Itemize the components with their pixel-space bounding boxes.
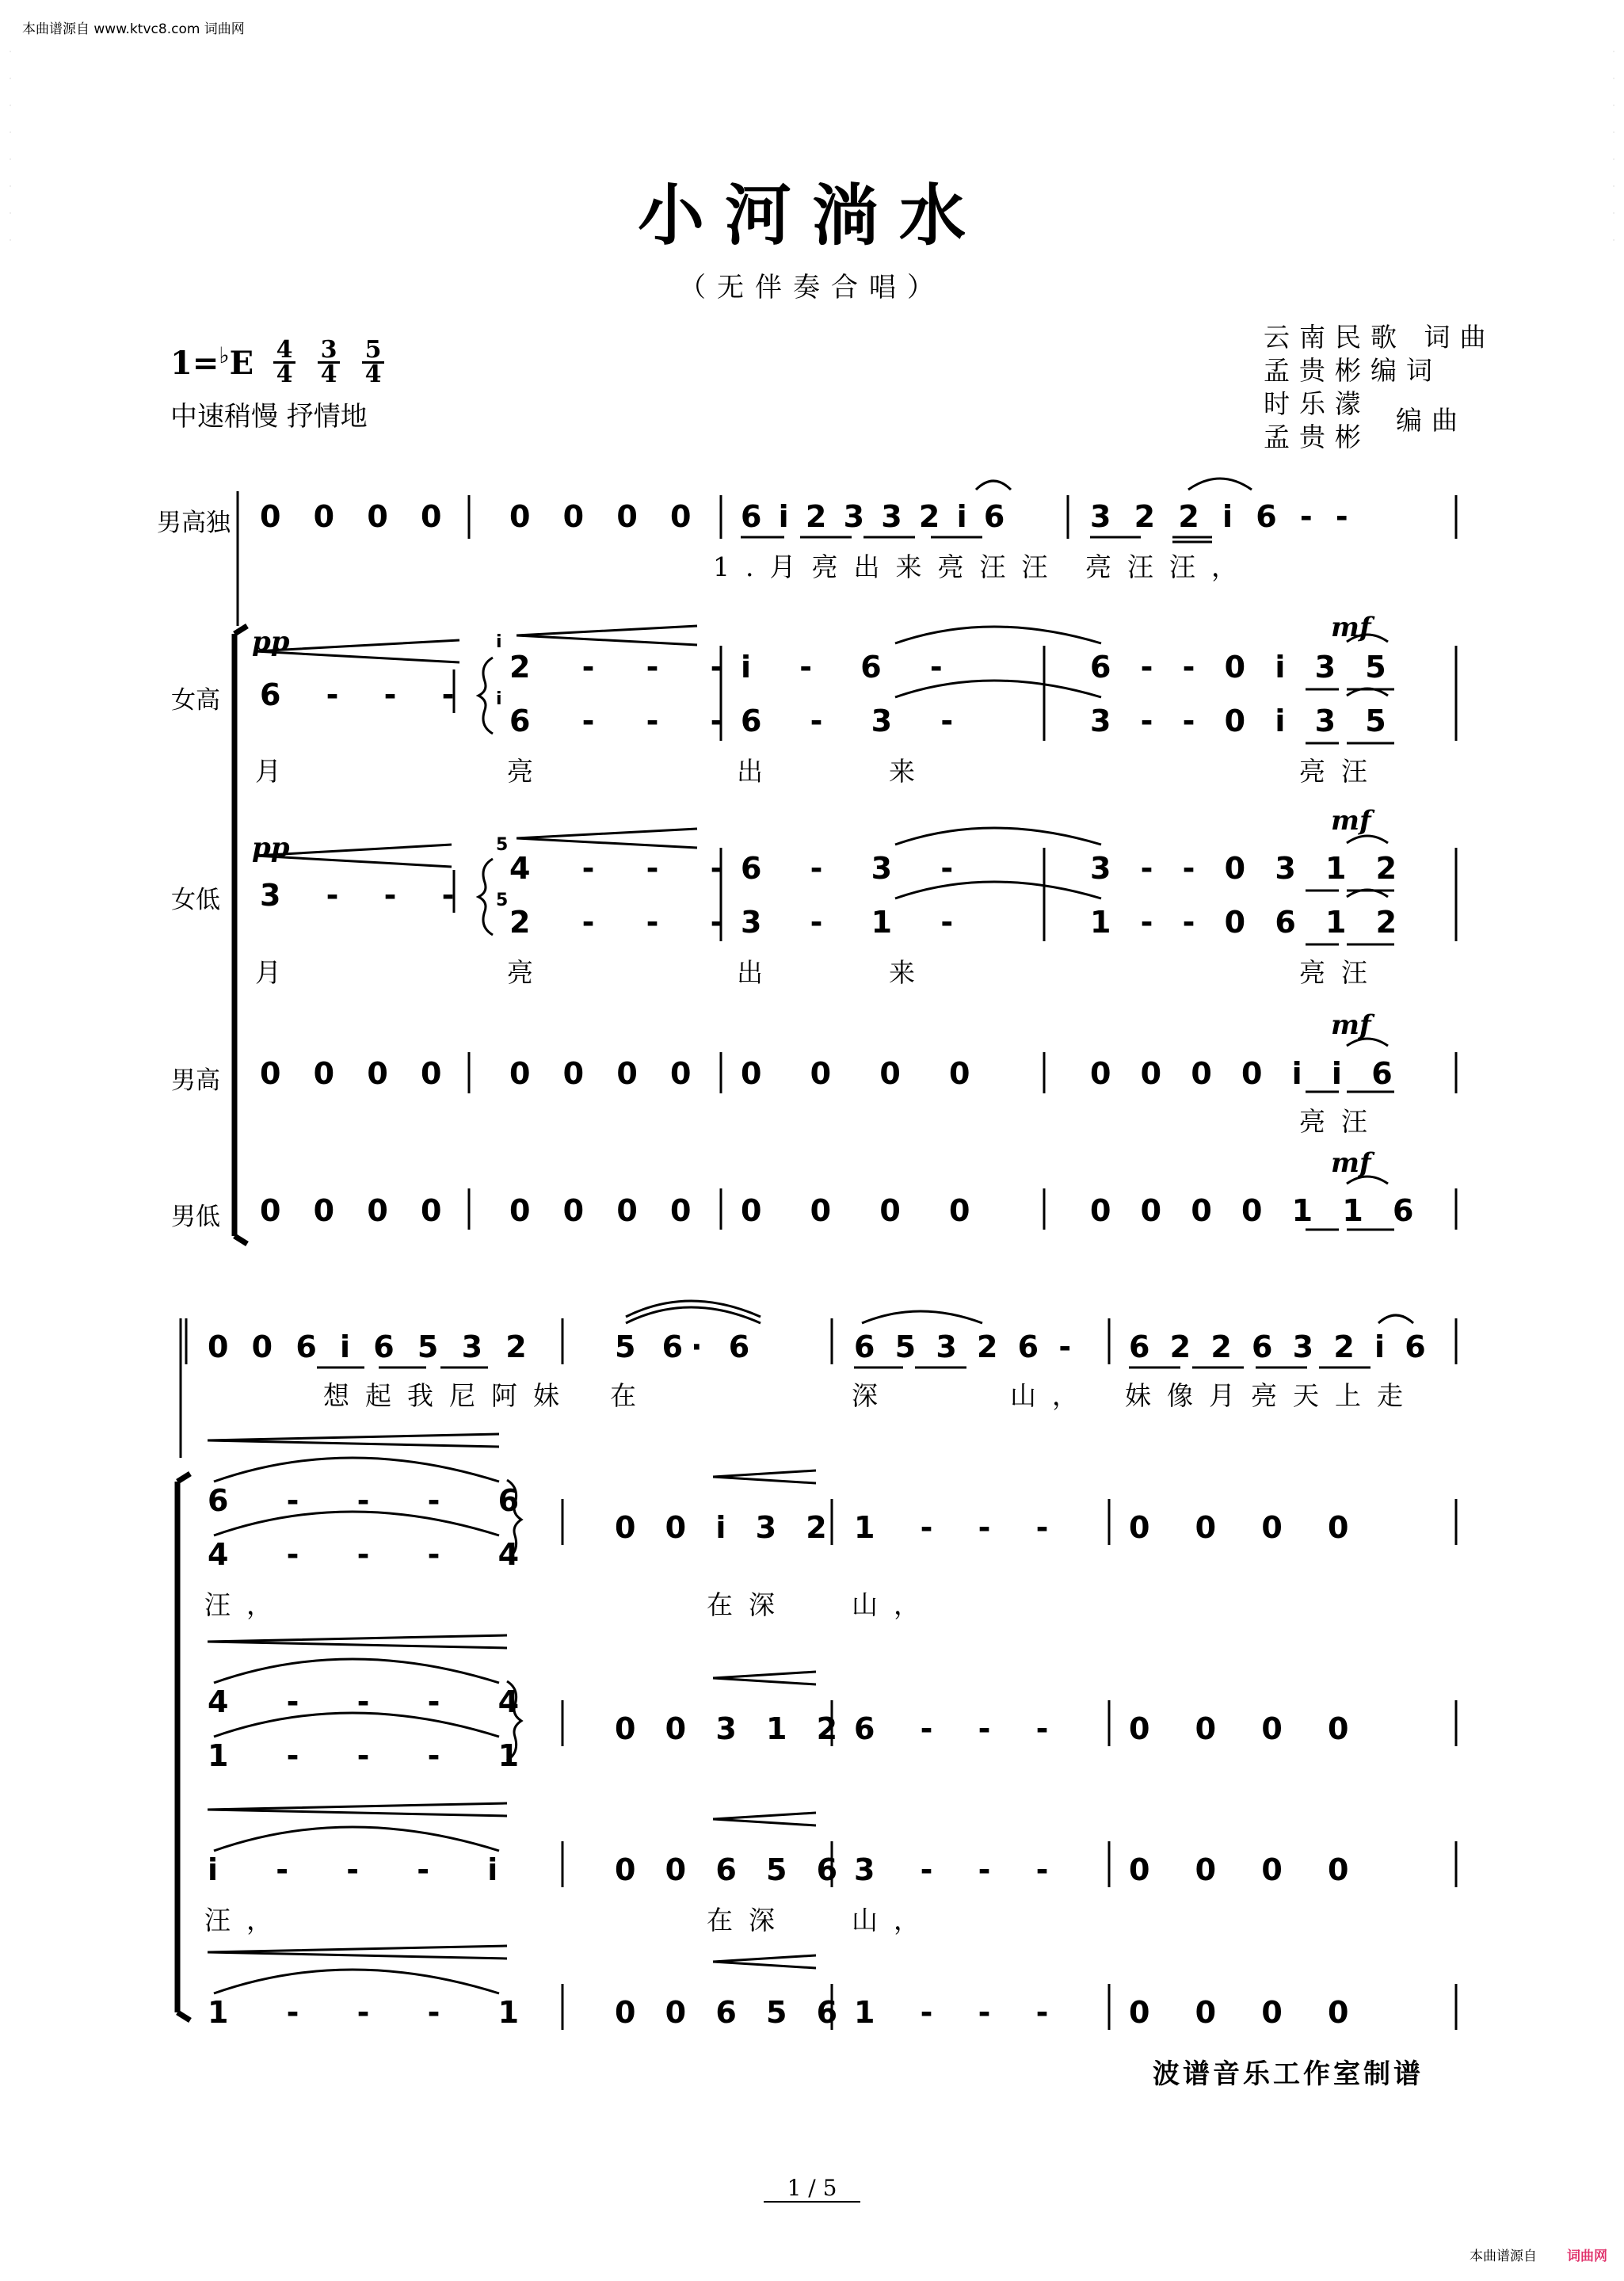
solo2-lyric-2: 在 xyxy=(610,1380,652,1411)
alto-tie-lower xyxy=(895,882,1101,898)
alto-hairpin-1 xyxy=(255,845,452,867)
solo-lyric-2: 亮汪汪， xyxy=(1085,551,1253,582)
alto-measure-3-upper: 6 - 3 - xyxy=(741,851,973,886)
tenor-measure-2: 0 0 0 0 xyxy=(509,1056,703,1091)
solo2-measure-2: 5 6· 6 xyxy=(615,1329,758,1364)
alto2-measure-4: 0 0 0 0 xyxy=(1129,1711,1367,1746)
part-label-soprano: 女高 xyxy=(171,686,220,715)
tenor2-measure-2: 0 0 6 5 6 xyxy=(615,1852,848,1887)
key-signature: 1=♭E xyxy=(170,342,254,382)
part-label-alto: 女低 xyxy=(171,886,220,914)
soprano2-measure-1-upper: 6 - - - 6 xyxy=(208,1483,543,1518)
credit-line-2: 孟贵彬编词 xyxy=(1264,355,1442,386)
alto-measure-4-lower: 1 - - 0 6 1 2 xyxy=(1090,905,1407,940)
soprano2-measure-2: 0 0 i 3 2 xyxy=(615,1510,837,1545)
soprano-tie-lower xyxy=(895,681,1101,697)
tenor2-lyric-a: 汪， xyxy=(204,1905,288,1936)
soprano2-lyric-c: 山， xyxy=(852,1589,936,1620)
soprano-lyric-d: 来 xyxy=(889,756,931,787)
solo-measure-1: 0 0 0 0 xyxy=(260,499,453,534)
system2-bracket xyxy=(177,1474,190,2020)
alto2-measure-1-lower: 1 - - - 1 xyxy=(208,1738,543,1773)
soprano-measure-2-lower: 6 - - - xyxy=(509,704,744,738)
credit-arrange: 编曲 xyxy=(1396,405,1467,436)
solo2-lyric-4: 山， xyxy=(1010,1380,1094,1411)
alto-lyric-d: 来 xyxy=(889,957,931,988)
alto-measure-2-upper: 4 - - - xyxy=(509,851,744,886)
soprano-grace-1: i xyxy=(496,632,502,652)
soprano-measure-1: 6 - - - xyxy=(260,677,472,712)
dynamic-mf-tenor: mf xyxy=(1331,1009,1371,1041)
solo-measure-2: 0 0 0 0 xyxy=(509,499,703,534)
time-signatures: 4 4 3 4 5 4 xyxy=(273,339,432,387)
alto-lyric-a: 月 xyxy=(255,957,297,988)
tempo-marking: 中速稍慢 抒情地 xyxy=(170,401,368,433)
soprano-divisi-brace xyxy=(478,658,493,734)
alto-measure-3-lower: 3 - 1 - xyxy=(741,905,973,940)
engraver-stamp: 波谱音乐工作室制谱 xyxy=(1153,2058,1424,2090)
soprano2-measure-1-lower: 4 - - - 4 xyxy=(208,1537,543,1572)
bass2-measure-2: 0 0 6 5 6 xyxy=(615,1995,848,2030)
dynamic-pp-soprano: pp xyxy=(252,626,290,658)
bass-measure-1: 0 0 0 0 xyxy=(260,1193,453,1228)
soprano-measure-3-upper: i - 6 - xyxy=(741,650,962,685)
solo2-lyric-5: 妹像月亮天上走 xyxy=(1125,1380,1419,1411)
tenor2-measure-1: i - - - i xyxy=(208,1852,522,1887)
alto-divisi-brace xyxy=(478,859,493,935)
soprano-lyric-c: 出 xyxy=(737,756,779,787)
soprano-hairpin-1 xyxy=(255,640,459,662)
bass2-measure-3: 1 - - - xyxy=(854,1995,1066,2030)
solo-slur-2 xyxy=(1188,479,1252,490)
solo2-measure-3: 6 5 3 2 6 - xyxy=(854,1329,1077,1364)
source-watermark-top: 本曲谱源自 www.ktvc8.com 词曲网 xyxy=(22,21,245,37)
alto-measure-4-upper: 3 - - 0 3 1 2 xyxy=(1090,851,1407,886)
alto-lyric-b: 亮 xyxy=(507,957,549,988)
alto-hairpin-2 xyxy=(517,829,697,848)
alto-grace-1: 5 xyxy=(496,835,509,855)
system1-bracket xyxy=(234,626,247,1244)
tenor-measure-3: 0 0 0 0 xyxy=(741,1056,989,1091)
credit-line-3: 时乐濛 xyxy=(1264,388,1370,419)
tenor2-measure-4: 0 0 0 0 xyxy=(1129,1852,1367,1887)
soprano2-lyric-b: 在深 xyxy=(707,1589,791,1620)
page-title: 小河淌水 xyxy=(637,176,986,254)
right-margin-watermark: · · · · · · · · xyxy=(1612,48,1615,245)
part-label-tenor: 男高 xyxy=(171,1066,220,1095)
alto2-measure-1-upper: 4 - - - 4 xyxy=(208,1684,543,1719)
solo-measure-3: 6 i 2 3 3 2 i 6 xyxy=(741,499,1008,534)
tenor2-measure-3: 3 - - - xyxy=(854,1852,1066,1887)
bass-measure-4: 0 0 0 0 1 1 6 xyxy=(1090,1193,1424,1228)
soprano2-lyric-a: 汪， xyxy=(204,1589,288,1620)
solo-measure-4: 3 2 2 i 6 - - xyxy=(1090,499,1355,534)
soprano-measure-4-lower: 3 - - 0 i 3 5 xyxy=(1090,704,1396,738)
tenor-lyric: 亮汪 xyxy=(1299,1106,1383,1137)
soprano-measure-3-lower: 6 - 3 - xyxy=(741,704,973,738)
soprano-measure-4-upper: 6 - - 0 i 3 5 xyxy=(1090,650,1396,685)
bass-measure-2: 0 0 0 0 xyxy=(509,1193,703,1228)
dynamic-mf-bass: mf xyxy=(1331,1147,1371,1179)
alto-measure-2-lower: 2 - - - xyxy=(509,905,744,940)
site-logo: 词曲网 xyxy=(1567,2249,1607,2264)
left-margin-watermark: · · · · · · · · xyxy=(9,48,12,245)
solo-lyric-1: 1.月亮出来亮汪汪 xyxy=(713,551,1064,582)
solo2-lyric-1: 想起我尼阿妹 xyxy=(323,1380,575,1411)
alto-lyric-c: 出 xyxy=(737,957,779,988)
soprano-hairpin-2 xyxy=(517,626,697,645)
alto-tie-upper xyxy=(895,828,1101,845)
alto-measure-1: 3 - - - xyxy=(260,878,472,913)
source-watermark-bottom: 本曲谱源自 xyxy=(1470,2249,1537,2264)
tenor-measure-1: 0 0 0 0 xyxy=(260,1056,453,1091)
alto-grace-2: 5 xyxy=(496,891,509,910)
soprano-measure-2-upper: 2 - - - xyxy=(509,650,744,685)
solo2-measure-1: 0 0 6 i 6 5 3 2 xyxy=(208,1329,533,1364)
soprano-lyric-b: 亮 xyxy=(507,756,549,787)
page-subtitle: （无伴奏合唱） xyxy=(679,272,945,303)
alto2-measure-2: 0 0 3 1 2 xyxy=(615,1711,848,1746)
credit-line-1: 云南民歌 词曲 xyxy=(1264,322,1496,353)
dynamic-mf-alto: mf xyxy=(1331,805,1371,837)
soprano2-measure-3: 1 - - - xyxy=(854,1510,1066,1545)
page-number: 1 / 5 xyxy=(0,2175,1624,2203)
tenor-measure-4: 0 0 0 0 i i 6 xyxy=(1090,1056,1402,1091)
part-label-bass: 男低 xyxy=(171,1203,220,1231)
bass2-measure-4: 0 0 0 0 xyxy=(1129,1995,1367,2030)
bass2-measure-1: 1 - - - 1 xyxy=(208,1995,543,2030)
tenor2-lyric-c: 山， xyxy=(852,1905,936,1936)
dynamic-mf-soprano: mf xyxy=(1331,612,1371,643)
credit-line-4: 孟贵彬 xyxy=(1264,421,1370,452)
alto2-measure-3: 6 - - - xyxy=(854,1711,1066,1746)
soprano-lyric-a: 月 xyxy=(255,756,297,787)
solo-slur-1 xyxy=(976,481,1011,490)
alto-lyric-e: 亮汪 xyxy=(1299,957,1383,988)
solo2-measure-4: 6 2 2 6 3 2 i 6 xyxy=(1129,1329,1431,1364)
soprano2-measure-4: 0 0 0 0 xyxy=(1129,1510,1367,1545)
bass-measure-3: 0 0 0 0 xyxy=(741,1193,989,1228)
tenor2-lyric-b: 在深 xyxy=(707,1905,791,1936)
dynamic-pp-alto: pp xyxy=(252,832,290,864)
part-label-solo: 男高独 xyxy=(157,509,231,537)
soprano-tie-upper xyxy=(895,627,1101,643)
solo2-lyric-3: 深 xyxy=(852,1380,894,1411)
soprano-grace-2: i xyxy=(496,689,502,709)
soprano-lyric-e: 亮汪 xyxy=(1299,756,1383,787)
